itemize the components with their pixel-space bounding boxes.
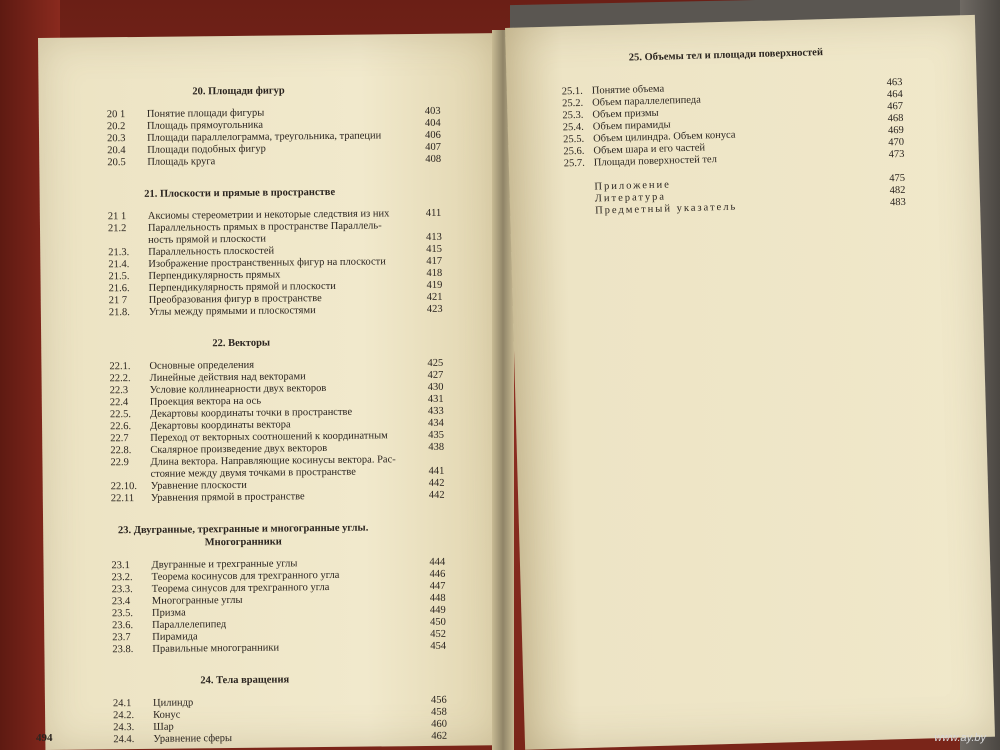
toc-item-page: 483 <box>889 196 906 209</box>
toc-item-title: Линейные действия над векторами <box>149 371 306 384</box>
toc-item-page: 423 <box>426 303 443 315</box>
toc-item-page: 458 <box>431 706 447 718</box>
toc-item-page: 431 <box>427 393 444 405</box>
toc-item-number: 22.10. <box>110 480 138 493</box>
toc-item-page: 463 <box>886 76 903 89</box>
toc-item-number: 24.2. <box>113 710 135 722</box>
toc-item-number: 20.5 <box>107 157 126 169</box>
toc-item-number: 20.2 <box>106 121 126 133</box>
section-heading: 22. Векторы <box>212 337 271 350</box>
toc-item-number: 21.8. <box>108 307 130 319</box>
toc-item-title: Скалярное произведение двух векторов <box>150 442 328 456</box>
toc-item-title: Углы между прямыми и плоскостями <box>148 305 316 318</box>
toc-item-title: Теорема синусов для трехгранного угла <box>151 581 330 595</box>
toc-item-title: Параллельность плоскостей <box>148 245 275 258</box>
toc-item-page: 433 <box>427 405 444 417</box>
toc-item-title: Призма <box>151 607 186 619</box>
appendix-entry: Предметный указатель <box>594 201 738 217</box>
toc-item-number: 23.6. <box>112 620 134 632</box>
toc-item-title: Площади подобных фигур <box>147 143 266 156</box>
toc-item-number: 22.7 <box>110 433 129 445</box>
toc-item-title: Перпендикулярность прямых <box>148 269 281 282</box>
toc-item-page: 442 <box>428 477 445 489</box>
toc-item-number: 22.2. <box>109 373 131 385</box>
toc-item-number: 25.1. <box>561 85 583 98</box>
toc-item-number: 22.8. <box>110 445 132 457</box>
toc-item-page: 460 <box>431 718 448 730</box>
toc-item-page: 406 <box>424 129 441 141</box>
toc-item-page: 475 <box>889 172 906 185</box>
toc-item-title: Условие коллинеарности двух векторов <box>149 383 327 396</box>
toc-item-page: 456 <box>430 694 447 706</box>
toc-item-page: 448 <box>429 592 446 604</box>
toc-item-title: Шар <box>153 721 174 733</box>
toc-item-title: Аксиомы стереометрии и некоторые следствия из них <box>147 208 390 222</box>
toc-item-number: 21.4. <box>108 259 130 271</box>
toc-item-page: 454 <box>430 640 447 652</box>
toc-item-page: 450 <box>430 616 446 628</box>
section-heading: Многогранники <box>204 536 282 549</box>
toc-item-title: Переход от векторных соотношений к координатным <box>150 430 388 444</box>
toc-item-page: 419 <box>426 279 443 291</box>
toc-item-page: 452 <box>430 628 447 640</box>
toc-item-number: 21.2 <box>107 223 127 235</box>
section-heading: 25. Объемы тел и площади поверхностей <box>628 47 824 64</box>
toc-item-page: 417 <box>426 255 443 267</box>
toc-item-title: Правильные многогранники <box>152 642 280 655</box>
toc-item-page: 413 <box>426 231 442 243</box>
toc-item-number: 21.3. <box>108 247 130 259</box>
toc-item-title: Основные определения <box>149 359 255 372</box>
toc-item-number: 23.2. <box>111 572 133 584</box>
toc-item-page: 430 <box>427 381 444 393</box>
toc-item-title: ность прямой и плоскости <box>148 233 267 246</box>
toc-item-page: 482 <box>889 184 906 197</box>
toc-item-number: 21 1 <box>107 211 127 223</box>
toc-item-title: Теорема косинусов для трехгранного угла <box>151 569 340 583</box>
toc-item-page: 415 <box>426 243 443 255</box>
toc-item-number: 22.1. <box>109 361 131 373</box>
toc-item-page: 425 <box>427 357 444 369</box>
toc-item-title: Перпендикулярность прямой и плоскости <box>148 280 336 294</box>
toc-item-page: 446 <box>429 568 446 580</box>
toc-item-title: Пирамида <box>152 631 198 643</box>
toc-item-number: 21.6. <box>108 283 130 295</box>
toc-item-title: Объем призмы <box>592 107 659 121</box>
toc-item-title: Многогранные углы <box>151 594 243 607</box>
toc-item-number: 25.7. <box>563 157 585 170</box>
toc-item-page: 467 <box>887 100 904 113</box>
toc-item-title: Понятие объема <box>591 83 665 97</box>
toc-item-page: 418 <box>426 267 443 279</box>
toc-item-title: Объем цилиндра. Объем конуса <box>592 129 736 145</box>
toc-item-number: 23.3. <box>111 584 133 596</box>
toc-item-page: 407 <box>425 141 441 153</box>
toc-item-page: 462 <box>431 730 448 742</box>
watermark: www.ay.by <box>934 732 986 744</box>
toc-item-page: 421 <box>426 291 443 303</box>
toc-item-page: 470 <box>888 136 905 149</box>
toc-item-number: 20.4 <box>107 145 126 157</box>
toc-item-title: Объем пирамиды <box>592 119 671 133</box>
toc-item-number: 22.6. <box>110 421 132 433</box>
toc-item-page: 435 <box>428 429 444 441</box>
toc-item-title: Площади параллелограмма, треугольника, трапеции <box>146 130 382 144</box>
toc-item-number: 20 1 <box>106 109 126 121</box>
toc-item-number: 21 7 <box>108 295 128 307</box>
section-heading: 20. Площади фигур <box>192 85 285 98</box>
toc-item-title: Объем шара и его частей <box>593 142 706 157</box>
left-page <box>38 33 505 750</box>
toc-item-title: Проекция вектора на ось <box>149 395 262 408</box>
toc-item-number: 22.9 <box>110 457 129 469</box>
toc-item-number: 22.3 <box>109 385 129 397</box>
toc-item-title: Объем параллелепипеда <box>591 94 701 109</box>
toc-item-number: 20.3 <box>107 133 126 145</box>
appendix-entry: Приложение <box>594 179 671 193</box>
toc-item-number: 24.3. <box>113 722 135 734</box>
toc-item-page: 442 <box>428 489 445 501</box>
toc-item-title: Параллелепипед <box>152 619 227 631</box>
appendix-entry: Литература <box>594 191 667 205</box>
right-page <box>505 15 995 750</box>
toc-item-number: 25.3. <box>562 109 584 122</box>
toc-item-page: 404 <box>424 117 441 129</box>
toc-item-title: Площади поверхностей тел <box>593 154 718 169</box>
toc-item-title: Площадь круга <box>147 156 216 168</box>
toc-item-page: 449 <box>429 604 446 616</box>
section-heading: 21. Плоскости и прямые в пространстве <box>144 186 336 200</box>
section-heading: 23. Двугранные, трехгранные и многогранные углы. <box>117 522 369 537</box>
toc-item-title: Уравнение плоскости <box>150 479 247 492</box>
toc-item-number: 23.1 <box>111 560 130 572</box>
toc-item-title: Конус <box>153 709 181 721</box>
toc-item-number: 22.4 <box>109 397 129 409</box>
toc-item-number: 23.7 <box>112 632 131 644</box>
toc-item-number: 25.4. <box>562 121 584 134</box>
toc-item-title: Уравнение сферы <box>153 733 233 745</box>
toc-item-page: 408 <box>425 153 442 165</box>
toc-item-page: 411 <box>425 207 442 219</box>
toc-item-page: 464 <box>886 88 903 101</box>
toc-item-page: 427 <box>427 369 444 381</box>
toc-item-number: 21.5. <box>108 271 130 283</box>
toc-item-number: 23.8. <box>112 644 134 656</box>
toc-item-title: Двугранные и трехгранные углы <box>151 558 298 571</box>
toc-item-number: 25.6. <box>563 145 585 158</box>
toc-item-title: Цилиндр <box>152 697 194 709</box>
toc-item-page: 473 <box>888 148 905 161</box>
toc-item-page: 403 <box>424 105 441 117</box>
toc-item-title: Преобразования фигур в пространстве <box>148 293 322 306</box>
toc-item-page: 434 <box>428 417 444 429</box>
toc-item-page: 438 <box>428 441 445 453</box>
toc-item-title: Понятие площади фигуры <box>146 107 265 120</box>
toc-item-number: 23.5. <box>111 608 134 620</box>
toc-item-number: 24.1 <box>112 698 132 710</box>
toc-item-page: 444 <box>429 556 446 568</box>
toc-item-page: 468 <box>887 112 904 125</box>
toc-item-title: Уравнения прямой в пространстве <box>150 491 305 504</box>
toc-item-title: стояние между двумя точками в пространстве <box>150 466 356 480</box>
toc-item-title: Площадь прямоугольника <box>146 119 264 132</box>
section-heading: 24. Тела вращения <box>200 674 290 687</box>
toc-item-page: 441 <box>428 465 445 477</box>
toc-item-title: Декартовы координаты вектора <box>150 419 291 432</box>
toc-item-number: 24.4. <box>113 734 135 746</box>
toc-item-page: 469 <box>887 124 904 137</box>
toc-item-number: 22.11 <box>110 493 135 505</box>
toc-item-title: Параллельность прямых в пространстве Параллель- <box>147 220 382 234</box>
toc-item-number: 25.2. <box>561 97 584 110</box>
page-number: 494 <box>36 732 53 744</box>
toc-item-number: 22.5. <box>109 409 132 421</box>
toc-item-title: Длина вектора. Направляющие косинусы вектора. Рас- <box>150 454 396 468</box>
toc-item-number: 23.4 <box>111 596 131 608</box>
toc-item-page: 447 <box>429 580 446 592</box>
toc-item-number: 25.5. <box>562 133 585 146</box>
toc-item-title: Изображение пространственных фигур на плоскости <box>148 256 386 270</box>
toc-item-title: Декартовы координаты точки в пространстве <box>149 406 353 420</box>
